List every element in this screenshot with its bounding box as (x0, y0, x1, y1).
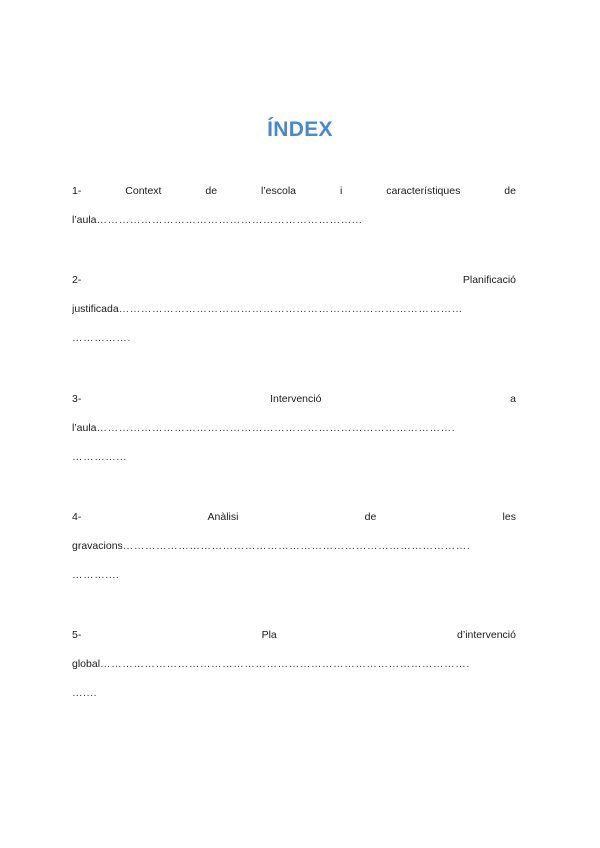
toc-entry-number: 2- (72, 274, 82, 286)
toc-leader-dots: ……………. (72, 332, 132, 344)
toc-leader-dots: ……………………………………………………………... (96, 214, 363, 226)
toc-entry-1[interactable] (72, 177, 516, 235)
toc-entry-word: Intervenció (270, 393, 322, 405)
toc-entry-word: l’aula (72, 422, 97, 434)
toc-entry-number: 1- (72, 185, 82, 197)
toc-entry-number: 4- (72, 511, 82, 523)
toc-leader-dots: ……………………………………………………………………………………. (96, 422, 456, 434)
toc-entry-number: 5- (72, 629, 82, 641)
toc-entry-dotted-line (72, 650, 516, 679)
toc-entry-word: de (364, 511, 377, 523)
toc-entry-word: Planificació (462, 274, 516, 286)
toc-entry-2[interactable] (72, 266, 516, 353)
toc-entry-word: de (504, 185, 516, 197)
toc-entry-word: i (339, 185, 343, 197)
toc-entry-word: gravacions (72, 540, 123, 552)
toc-entry-3[interactable] (72, 385, 516, 472)
toc-entry-heading-line (72, 266, 516, 295)
toc-entry-word: característiques (386, 185, 461, 197)
toc-entry-number: 3- (72, 393, 82, 405)
toc-entry-dotted-line (72, 414, 516, 443)
toc-entry-word: Anàlisi (207, 511, 239, 523)
toc-entry-dotted-line (72, 295, 516, 324)
index-title: ÍNDEX (267, 118, 333, 141)
toc-leader-dots: ……….... (72, 569, 120, 581)
toc-entry-dotted-line (72, 532, 516, 561)
toc-leader-dots: …………... (72, 451, 127, 463)
toc-leader-dots: …………………………………………………………………………………. (122, 540, 471, 552)
toc-entry-word: Context (125, 185, 162, 197)
toc-entry-word: l’aula (72, 214, 97, 226)
toc-entry-word: l’escola (260, 185, 297, 197)
toc-entry-word: les (502, 511, 516, 523)
toc-entry-word: a (510, 393, 516, 405)
toc-entry-heading-line (72, 621, 516, 650)
toc-entry-word: de (205, 185, 218, 197)
toc-entry-word: justificada (72, 303, 119, 315)
toc-entry-heading-line (72, 177, 516, 206)
toc-entry-dotted-line (72, 561, 516, 590)
toc-entry-dotted-line (72, 443, 516, 472)
toc-leader-dots: ………………………………………………………………………………… (118, 303, 463, 315)
toc-entry-heading-line (72, 503, 516, 532)
toc-entry-5[interactable] (72, 621, 516, 708)
toc-entry-word: Pla (261, 629, 277, 641)
toc-entry-dotted-line (72, 679, 516, 708)
toc-entry-dotted-line (72, 324, 516, 353)
toc-entry-word: d’intervenció (457, 629, 516, 641)
toc-entry-word: global (72, 658, 101, 670)
toc-entry-heading-line (72, 385, 516, 414)
toc-leader-dots: ….... (72, 687, 98, 699)
toc-leader-dots: ………………………………………………………………………………………. (100, 658, 470, 670)
toc-entry-4[interactable] (72, 503, 516, 590)
toc-entry-dotted-line (72, 206, 516, 235)
